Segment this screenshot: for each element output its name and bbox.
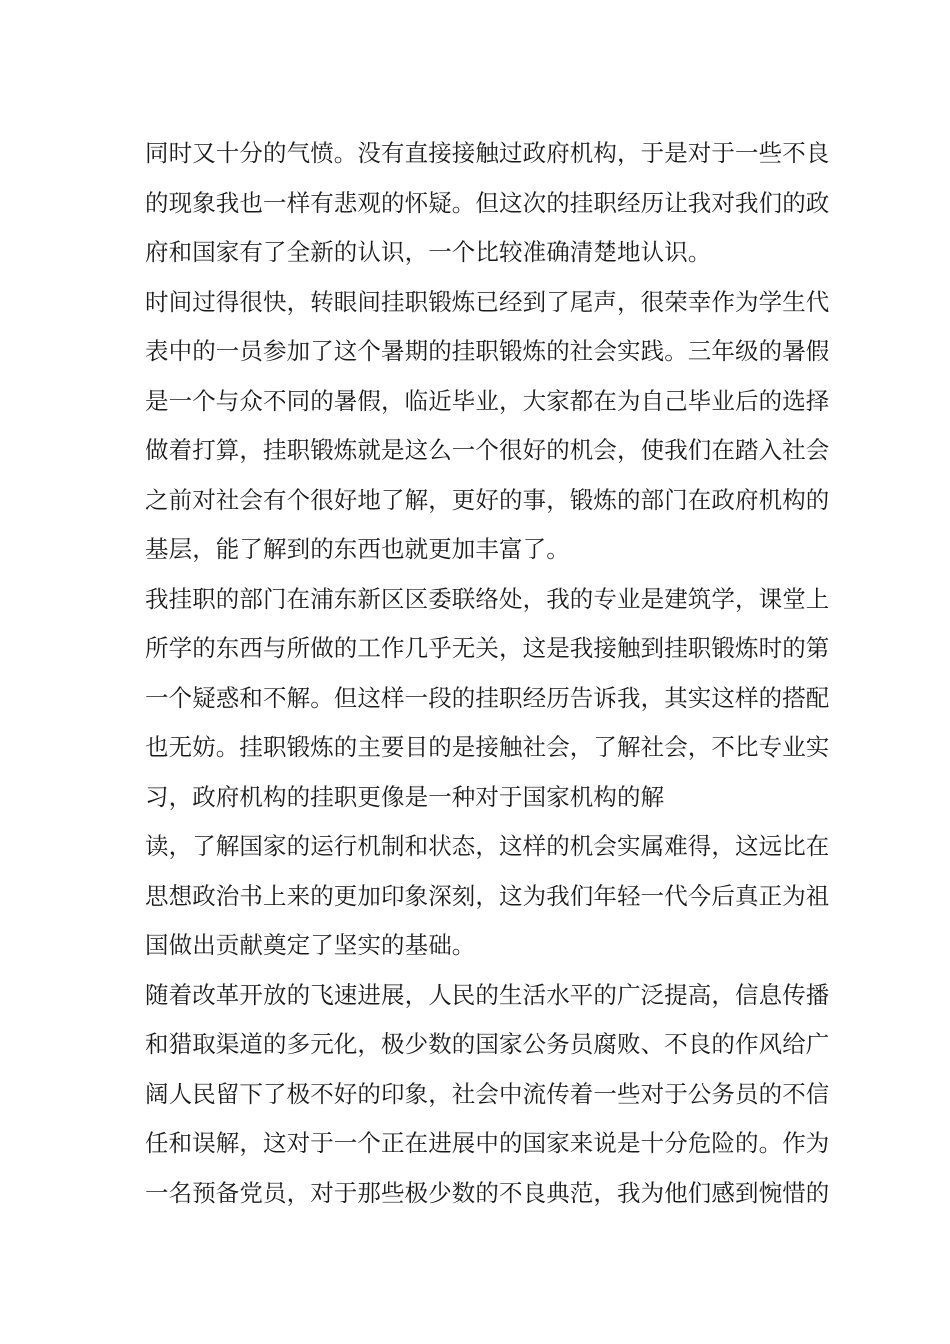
- text-line: 一个疑惑和不解。但这样一段的挂职经历告诉我，其实这样的搭配: [145, 683, 830, 712]
- text-line: 同时又十分的气愤。没有直接接触过政府机构，于是对于一些不良: [145, 139, 830, 167]
- text-line: 我挂职的部门在浦东新区区委联络处，我的专业是建筑学，课堂上: [145, 584, 830, 613]
- text-line: 表中的一员参加了这个暑期的挂职锻炼的社会实践。三年级的暑假: [145, 337, 830, 365]
- text-line: 阔人民留下了极不好的印象，社会中流传着一些对于公务员的不信: [145, 1079, 830, 1108]
- text-line: 国做出贡献奠定了坚实的基础。: [145, 931, 476, 959]
- text-line: 一名预备党员，对于那些极少数的不良典范，我为他们感到惋惜的: [145, 1178, 830, 1207]
- text-line: 做着打算，挂职锻炼就是这么一个很好的机会，使我们在踏入社会: [145, 436, 830, 464]
- text-line: 读，了解国家的运行机制和状态，这样的机会实属难得，这远比在: [145, 832, 830, 860]
- text-line: 随着改革开放的飞速进展，人民的生活水平的广泛提高，信息传播: [145, 980, 830, 1009]
- text-line: 是一个与众不同的暑假，临近毕业，大家都在为自己毕业后的选择: [145, 386, 830, 415]
- text-line: 习，政府机构的挂职更像是一种对于国家机构的解: [145, 782, 665, 811]
- body-text: [145, 129, 830, 1218]
- text-line: 基层，能了解到的东西也就更加丰富了。: [145, 535, 570, 563]
- text-line: 府和国家有了全新的认识，一个比较准确清楚地认识。: [145, 238, 712, 266]
- text-line: 所学的东西与所做的工作几乎无关，这是我接触到挂职锻炼时的第: [145, 634, 830, 662]
- text-line: 思想政治书上来的更加印象深刻，这为我们年轻一代今后真正为祖: [145, 881, 830, 910]
- text-line: 之前对社会有个很好地了解，更好的事，锻炼的部门在政府机构的: [145, 485, 830, 514]
- text-line: 的现象我也一样有悲观的怀疑。但这次的挂职经历让我对我们的政: [145, 188, 830, 217]
- text-line: 也无妨。挂职锻炼的主要目的是接触社会，了解社会，不比专业实: [145, 733, 830, 761]
- text-line: 任和误解，这对于一个正在进展中的国家来说是十分危险的。作为: [145, 1129, 830, 1157]
- text-line: 和猎取渠道的多元化，极少数的国家公务员腐败、不良的作风给广: [145, 1030, 830, 1058]
- text-line: 时间过得很快，转眼间挂职锻炼已经到了尾声，很荣幸作为学生代: [145, 287, 830, 316]
